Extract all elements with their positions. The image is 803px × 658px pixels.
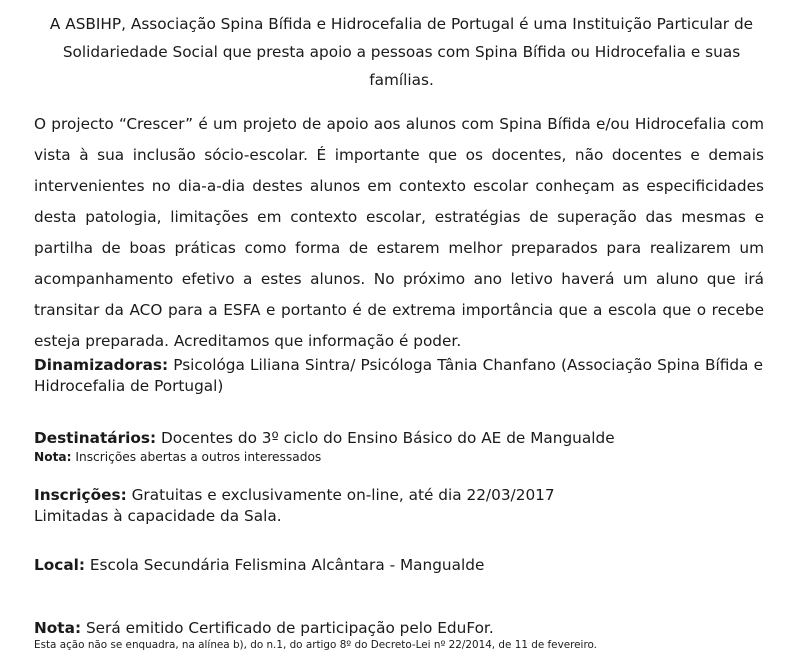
- intro-paragraph: A ASBIHP, Associação Spina Bífida e Hidrocefalia de Portugal é uma Instituição Particular de Solidariedade Social que presta apoio a pessoas com Spina Bífida ou Hidrocefalia e suas famílias.: [49, 15, 754, 89]
- destinatarios-value: Docentes do 3º ciclo do Ensino Básico do AE de Mangualde: [156, 429, 615, 447]
- destinatarios-section: [34, 428, 615, 465]
- dinamizadoras-label: Dinamizadoras:: [34, 356, 169, 374]
- dinamizadoras-section: [34, 355, 763, 397]
- project-description-paragraph: O projecto “Crescer” é um projeto de apoio aos alunos com Spina Bífida e/ou Hidrocefalia com vista à sua inclusão sócio-escolar. É importante que os docentes, não docentes e demais intervenientes no dia-a-dia destes alunos em contexto escolar conheçam as especificidades desta patologia, limitações em contexto escolar, estratégias de superação das mesmas e partilha de boas práticas como forma de estarem melhor preparados para realizarem um acompanhamento efetivo a estes alunos. No próximo ano letivo haverá um aluno que irá transitar da ACO para a ESFA e portanto é de extrema importância que a escola que o recebe esteja preparada. Acreditamos que informação é poder.: [34, 115, 764, 350]
- destinatarios-note-value: Inscrições abertas a outros interessados: [71, 450, 322, 464]
- local-value: Escola Secundária Felismina Alcântara - Mangualde: [85, 556, 485, 574]
- final-note-label: Nota:: [34, 619, 82, 637]
- dinamizadoras-value: Psicológa Liliana Sintra/ Psicóloga Tânia Chanfano (Associação Spina Bífida e Hidrocefalia de Portugal): [34, 356, 763, 395]
- inscricoes-section: [34, 485, 555, 527]
- inscricoes-line: [34, 485, 555, 506]
- destinatarios-label: Destinatários:: [34, 429, 157, 447]
- inscricoes-label: Inscrições:: [34, 486, 127, 504]
- final-note-value: Será emitido Certificado de participação pelo EduFor.: [81, 619, 494, 637]
- inscricoes-capacity: Limitadas à capacidade da Sala.: [34, 507, 282, 525]
- legal-disclaimer: Esta ação não se enquadra, na alínea b), do n.1, do artigo 8º do Decreto-Lei nº 22/2014, de 11 de fevereiro.: [34, 639, 597, 651]
- local-label: Local:: [34, 556, 86, 574]
- local-section: [34, 555, 484, 576]
- destinatarios-note-label: Nota:: [34, 450, 72, 464]
- destinatarios-line: [34, 428, 615, 449]
- inscricoes-value: Gratuitas e exclusivamente on-line, até dia 22/03/2017: [126, 486, 555, 504]
- final-note-section: [34, 618, 494, 639]
- destinatarios-note: [34, 449, 615, 465]
